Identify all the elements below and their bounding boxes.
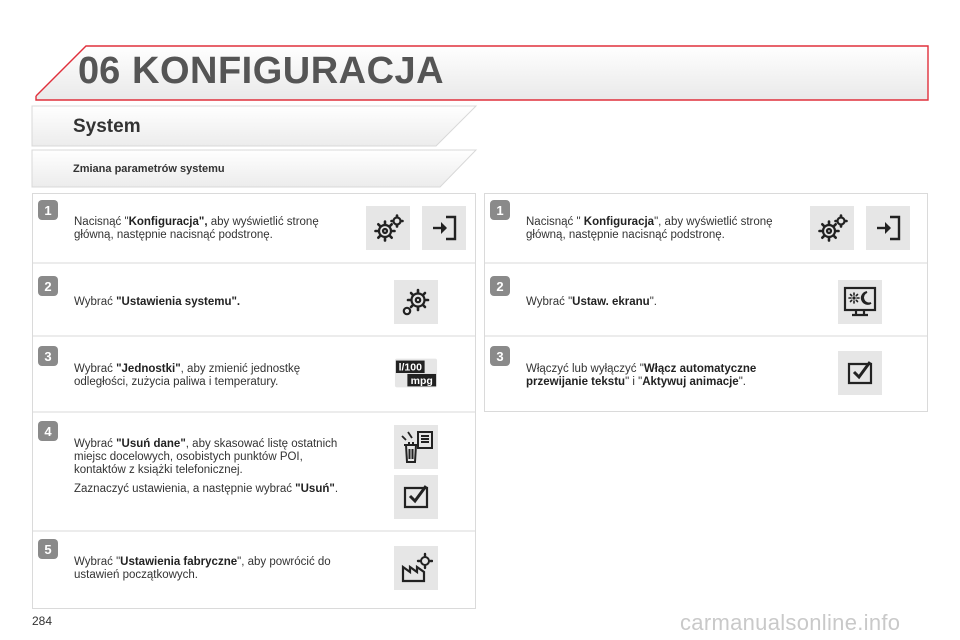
svg-text:4: 4 <box>44 424 52 439</box>
left-step-3-text: Wybrać "Jednostki", aby zmienić jednostkę odległości, zużycia paliwa i temperatury. <box>74 363 301 388</box>
left-step-5-text: Wybrać "Ustawienia fabryczne", aby powrócić do ustawień początkowych. <box>74 556 331 581</box>
settings-gears-icon[interactable] <box>810 206 854 250</box>
chapter-title: KONFIGURACJA <box>132 50 445 92</box>
svg-text:l/100: l/100 <box>398 361 422 374</box>
svg-text:2: 2 <box>496 279 504 294</box>
settings-gears-icon[interactable] <box>366 206 410 250</box>
settings-gears-icon[interactable] <box>394 280 438 324</box>
checkbox-confirm-icon[interactable] <box>838 351 882 395</box>
step-badge-1 <box>38 200 58 220</box>
step-badge-4 <box>38 421 58 441</box>
enter-page-icon[interactable] <box>422 206 466 250</box>
svg-text:3: 3 <box>496 349 504 364</box>
page-number: 284 <box>32 614 53 628</box>
screen-settings-icon[interactable] <box>838 280 882 324</box>
svg-text:5: 5 <box>44 542 52 557</box>
factory-settings-icon[interactable] <box>394 546 438 590</box>
step-badge-1 <box>490 200 510 220</box>
right-step-2-text: Wybrać "Ustaw. ekranu". <box>526 296 657 308</box>
right-step-1-text: Nacisnąć " Konfiguracja", aby wyświetlić stronę główną, następnie nacisnąć podstronę. <box>526 216 773 241</box>
chapter-number: 06 <box>78 50 121 92</box>
step-badge-2 <box>490 276 510 296</box>
enter-page-icon[interactable] <box>866 206 910 250</box>
svg-text:mpg: mpg <box>410 375 433 387</box>
step-badge-2 <box>38 276 58 296</box>
left-step-4-text: Wybrać "Usuń dane", aby skasować listę ostatnich miejsc docelowych, osobistych punktów POI, kontaktów z książki telefonicznej. Zaznaczyć ustawienia, a następnie wybrać "Usuń". <box>74 438 339 495</box>
left-step-1-text: Nacisnąć "Konfiguracja", aby wyświetlić stronę główną, następnie nacisnąć podstronę. <box>74 216 319 241</box>
units-icon[interactable] <box>394 351 438 395</box>
watermark: carmanualsonline.info <box>680 610 901 635</box>
step-badge-3 <box>490 346 510 366</box>
step-badge-3 <box>38 346 58 366</box>
svg-text:1: 1 <box>496 203 504 218</box>
svg-text:3: 3 <box>44 349 52 364</box>
checkbox-confirm-icon[interactable] <box>394 475 438 519</box>
delete-data-icon[interactable] <box>394 425 438 469</box>
svg-text:1: 1 <box>44 203 52 218</box>
svg-text:2: 2 <box>44 279 52 294</box>
subsection-title: Zmiana parametrów systemu <box>73 163 225 175</box>
right-step-3-text: Włączyć lub wyłączyć "Włącz automatyczne przewijanie tekstu" i "Aktywuj animacje". <box>526 363 757 388</box>
left-step-2-text: Wybrać "Ustawienia systemu". <box>74 296 241 308</box>
step-badge-5 <box>38 539 58 559</box>
section-title: System <box>73 116 141 137</box>
